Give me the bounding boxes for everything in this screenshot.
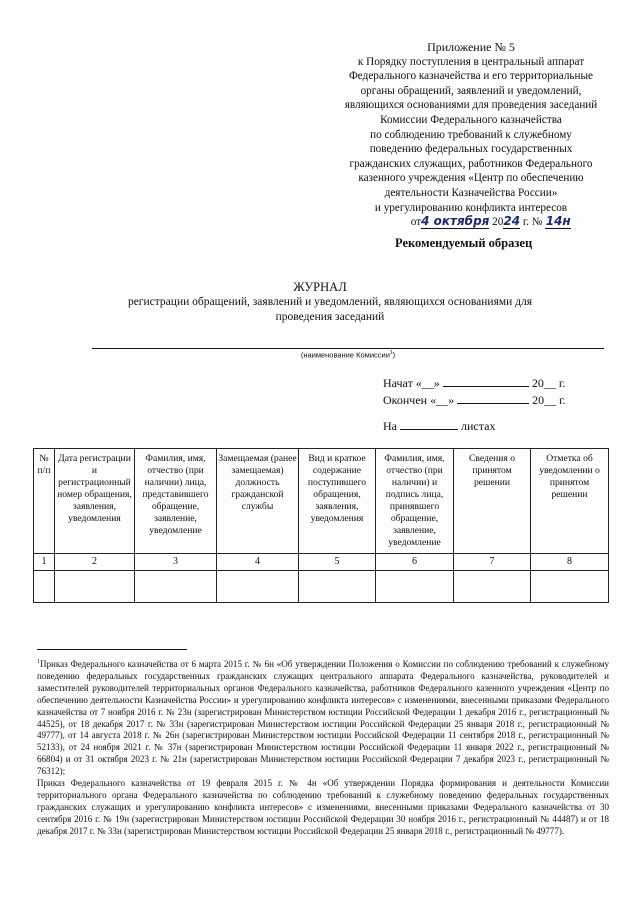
appendix-line: Федерального казначейства и его территориальные: [348, 70, 594, 83]
column-number: 7: [454, 554, 531, 571]
header-registration: Дата регистрации и регистрационный номер обращения, заявления, уведомления: [55, 449, 135, 554]
table-cell: [55, 571, 135, 603]
footnote-text-1: Приказ Федерального казначейства от 6 марта 2015 г. № 6н «Об утверждении Положения о Комиссии по соблюдению требований к служебному поведению федеральных государственных гражданских служащих центрального аппарата Федерального казначейства, руководителей и заместителей руководителей территориальных органов Федерального казначейства, работников Федерального казенного учреждения «Центр по обеспечению деятельности Казначейства России» и урегулированию конфликта интересов» с изменениями, внесенными приказами Федерального казначейства от 7 ноября 2016 г. № 23н (зарегистрирован Министерством юстиции Российской Федерации 1 декабря 2016 г., регистрационный № 44525), от 18 декабря 2017 г. № 33н (зарегистрирован Министерством юстиции Российской Федерации 25 января 2018 г., регистрационный № 49777), от 14 августа 2018 г. № 26н (зарегистрирован Министерством юстиции Российской Федерации 11 сентября 2018 г., регистрационный № 52133), от 24 ноября 2021 г. № 37н (зарегистрирован Министерством юстиции Российской Федерации 11 января 2022 г., регистрационный № 66804) и от 31 октября 2023 г. № 21н (зарегистрирован Министерством юстиции Российской Федерации 7 декабря 2023 г., регистрационный № 76312);: [37, 659, 609, 777]
journal-table: [33, 448, 609, 603]
appendix-line: деятельности Казначейства России»: [384, 186, 558, 199]
handwritten-date: 4 октября: [421, 214, 490, 229]
sheets-blank: [400, 420, 458, 430]
footnote-ref: 1: [389, 350, 393, 356]
handwritten-number: 14н: [545, 214, 571, 229]
footnote-paragraph-2: [37, 778, 609, 838]
column-number: 1: [34, 554, 55, 571]
table-cell: [531, 571, 609, 603]
ended-label: Окончен «__»: [383, 393, 455, 407]
sheets-row: [383, 419, 495, 434]
column-number: 2: [55, 554, 135, 571]
column-number: 8: [531, 554, 609, 571]
appendix-line: являющихся основаниями для проведения заседаний: [344, 99, 598, 112]
column-number: 4: [217, 554, 299, 571]
footnote-mark: 1: [37, 659, 40, 665]
date-prefix: от: [410, 216, 422, 229]
commission-caption-text: (наименование Комиссии: [300, 350, 390, 360]
column-number: 3: [135, 554, 217, 571]
header-receiver: Фамилия, имя, отчество (при наличии) и подпись лица, принявшего обращение, заявление, уведомление: [376, 449, 454, 554]
ended-blank: [457, 394, 529, 404]
header-content: Вид и краткое содержание поступившего обращения, заявления, уведомления: [299, 449, 376, 554]
table-header-row: [34, 449, 609, 554]
journal-title: ЖУРНАЛ: [293, 280, 347, 294]
table-cell: [299, 571, 376, 603]
header-notification: Отметка об уведомлении о принятом решении: [531, 449, 609, 554]
header-applicant: Фамилия, имя, отчество (при наличии) лица, представившего обращение, заявление, уведомление: [135, 449, 217, 554]
journal-subtitle: регистрации обращений, заявлений и уведомлений, являющихся основаниями для проведения заседаний: [127, 296, 533, 323]
started-blank: [443, 377, 529, 387]
column-number: 6: [376, 554, 454, 571]
table-cell: [135, 571, 217, 603]
appendix-line: органы обращений, заявлений и уведомлений,: [360, 84, 582, 97]
header-decision: Сведения о принятом решении: [454, 449, 531, 554]
journal-dates: [383, 375, 566, 409]
commission-name-line: [92, 348, 604, 349]
appendix-line: по соблюдению требований к служебному: [370, 128, 572, 141]
appendix-line: к Порядку поступления в центральный аппарат: [357, 55, 585, 68]
sheets-suffix: листах: [461, 419, 496, 433]
footnote: [37, 657, 609, 838]
commission-caption: (наименование Комиссии$^1$): [300, 350, 396, 360]
appendix-line: и урегулированию конфликта интересов: [374, 201, 568, 214]
table-cell: [454, 571, 531, 603]
footnote-separator: [37, 649, 187, 650]
footnote-paragraph-1: [37, 657, 609, 778]
header-position: Замещаемая (ранее замещаемая) должность гражданской службы: [217, 449, 299, 554]
year-suffix: г. №: [522, 216, 543, 229]
started-row: [383, 375, 566, 392]
footnote-text-2: Приказ Федерального казначейства от 19 февраля 2015 г. № 4н «Об утверждении Порядка формирования и деятельности Комиссии территориального органа Федерального казначейства по соблюдению требований к служебному поведению федеральных государственных гражданских служащих и урегулированию конфликта интересов» с изменениями, внесенными приказами Федерального казначейства от 30 сентября 2016 г. № 19н (зарегистрирован Министерством юстиции Российской Федерации 30 ноября 2016 г., регистрационный № 44487) и от 18 декабря 2017 г. № 33н (зарегистрирован Министерством юстиции Российской Федерации 25 января 2018 г., регистрационный № 49777).: [37, 778, 609, 836]
table-cell: [376, 571, 454, 603]
appendix-line: Комиссии Федерального казначейства: [380, 113, 562, 126]
appendix-line: гражданских служащих, работников Федерального: [349, 157, 593, 170]
ended-row: [383, 392, 566, 409]
table-empty-row: [34, 571, 609, 603]
ended-year: 20__ г.: [532, 393, 566, 407]
table-cell: [217, 571, 299, 603]
appendix-line: поведению федеральных государственных: [369, 143, 573, 156]
started-label: Начат «__»: [383, 376, 440, 390]
started-year: 20__ г.: [531, 376, 566, 390]
appendix-title: Приложение № 5: [427, 40, 515, 54]
header-number: № п/п: [34, 449, 55, 554]
year-prefix: 20: [492, 216, 504, 229]
sheets-prefix: На: [383, 419, 397, 433]
table-number-row: [34, 554, 609, 571]
table-cell: [34, 571, 55, 603]
appendix-date-line: [358, 215, 624, 230]
handwritten-year: 24: [503, 214, 521, 229]
sample-label: Рекомендуемый образец: [395, 236, 533, 250]
column-number: 5: [299, 554, 376, 571]
appendix-header: [318, 40, 624, 230]
appendix-line: казенного учреждения «Центр по обеспечению: [358, 172, 584, 185]
